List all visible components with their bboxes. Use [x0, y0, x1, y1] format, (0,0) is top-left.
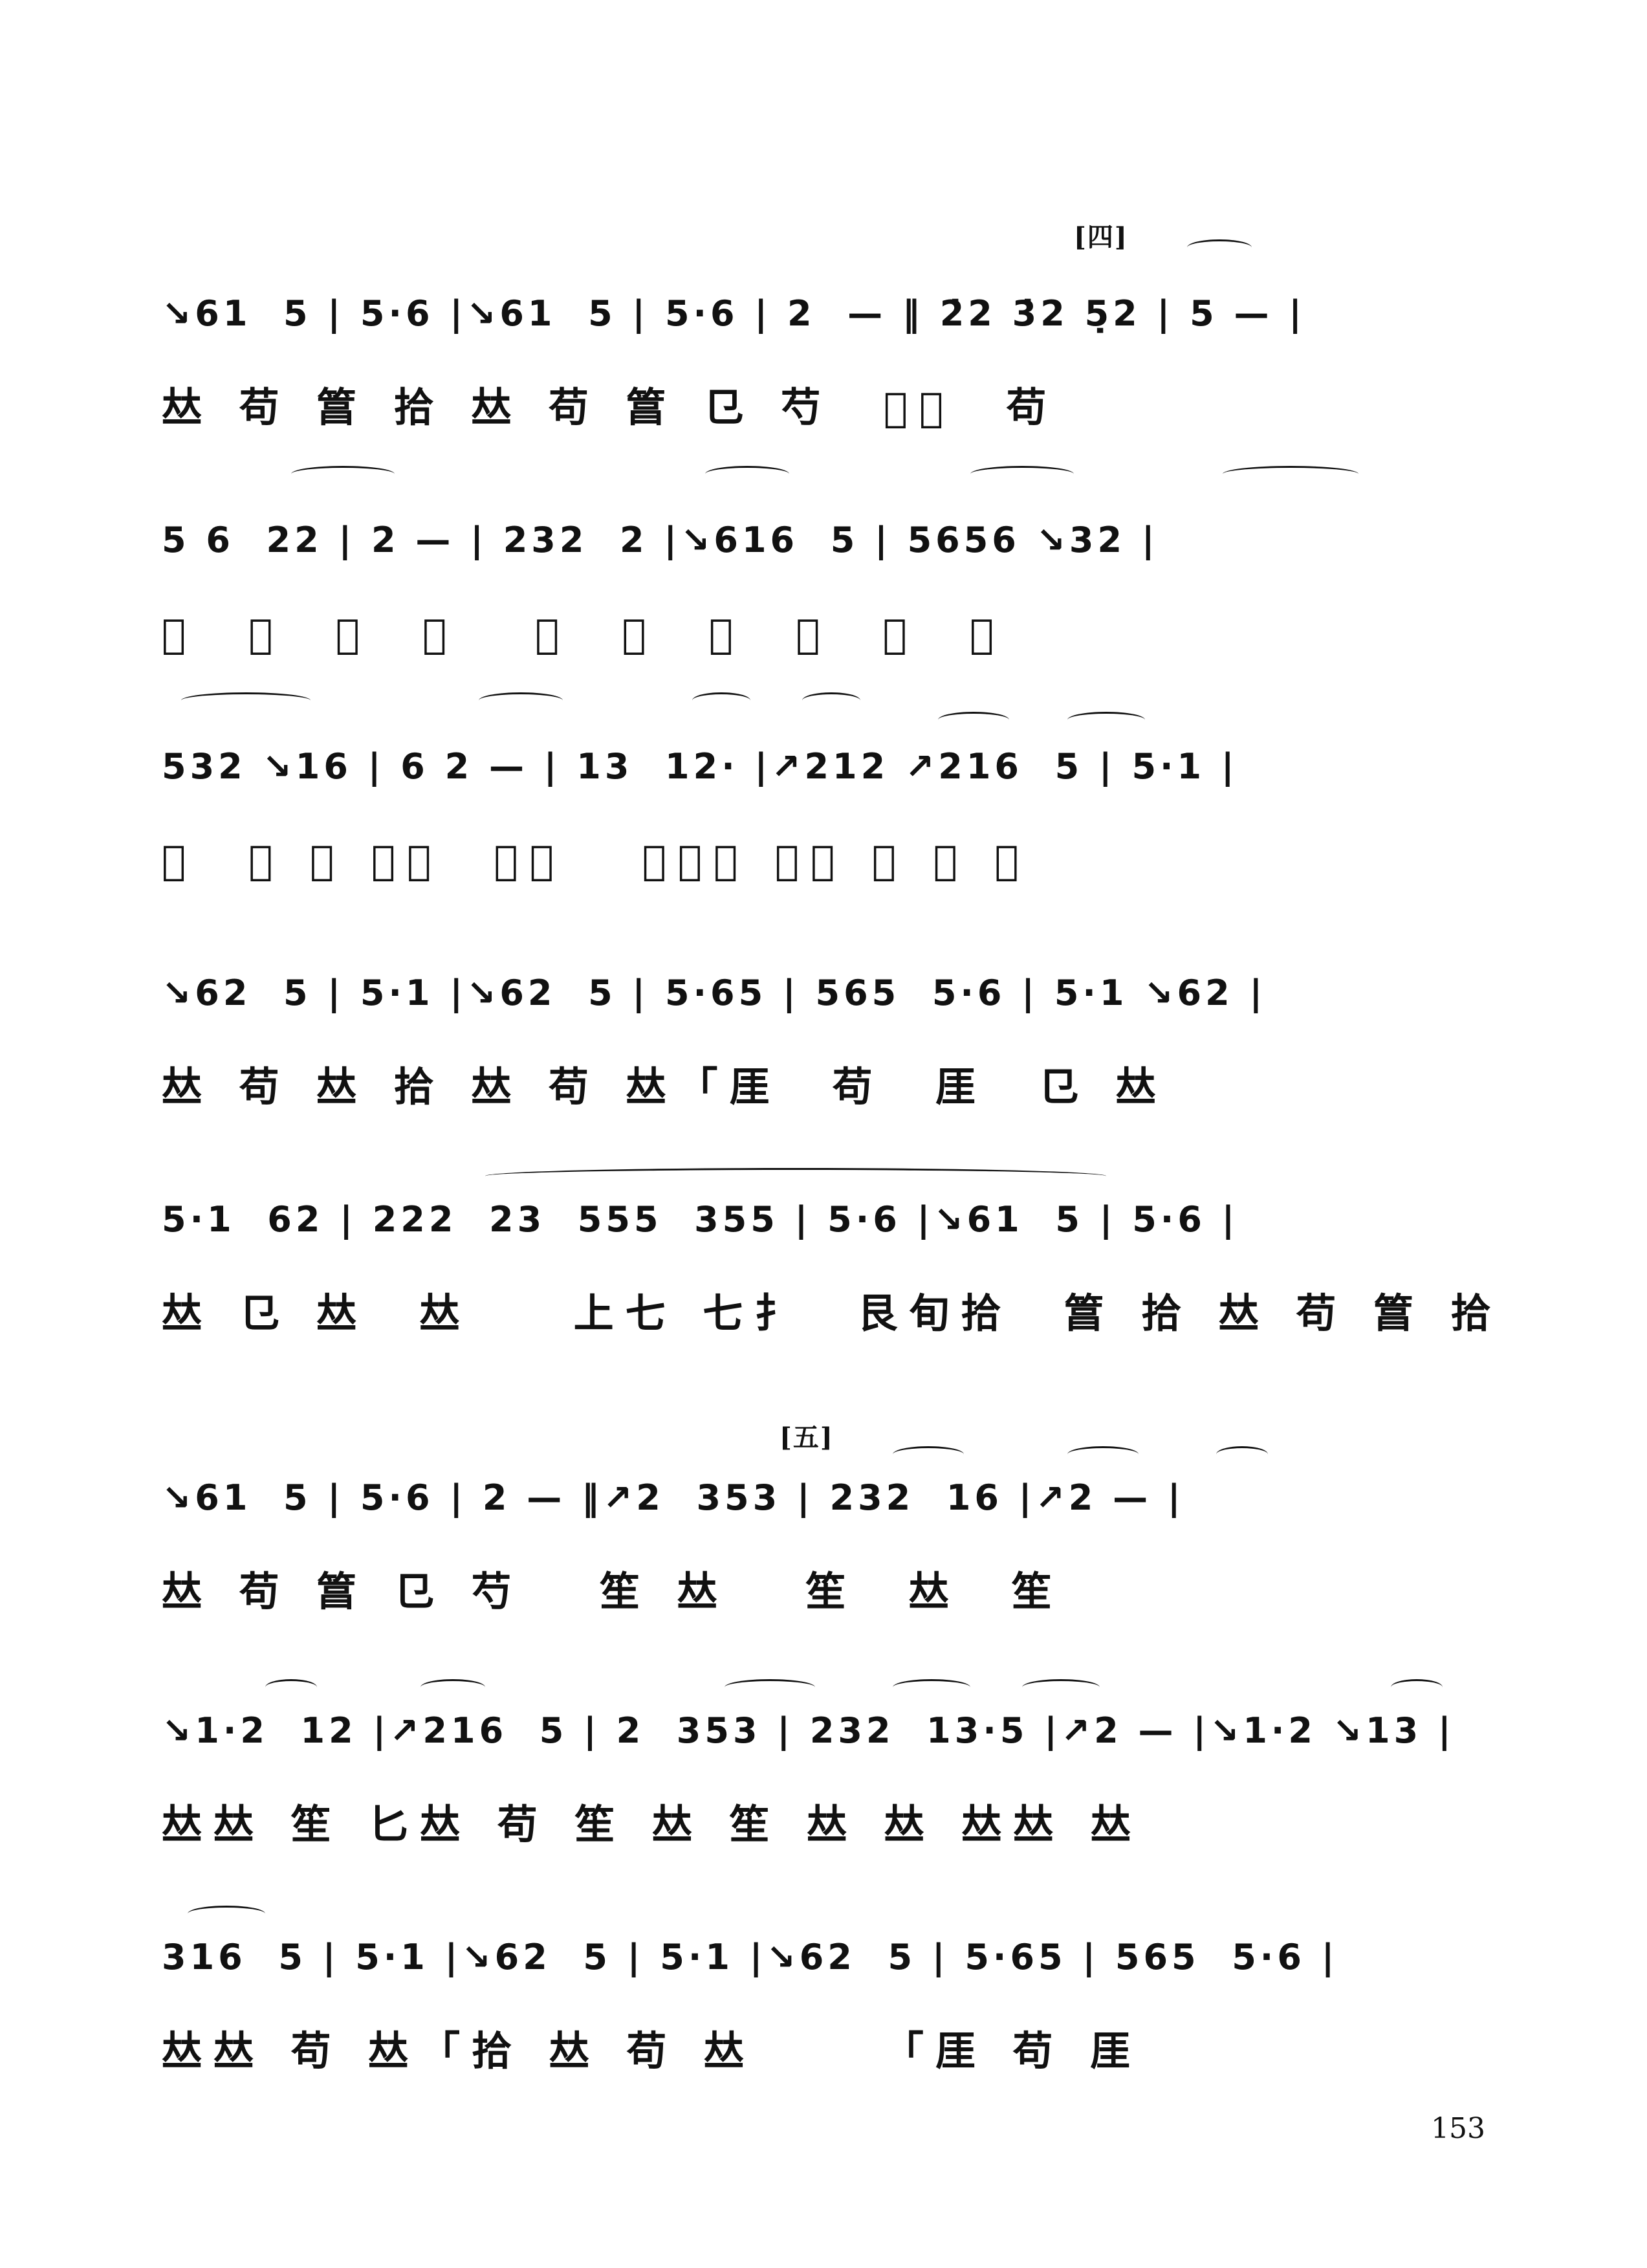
slur — [1187, 239, 1252, 256]
slur — [725, 1679, 815, 1695]
jianzi-tablature-line: 𪛉 𪛉 㔾 芍 𪛉 𪛉 𪛉 𪛉 𪛉 𠀤 — [162, 610, 1006, 657]
slur — [420, 1679, 485, 1695]
jianzi-tablature-line: 𠀤 苟 䈞 拾 𠀤 苟 䈞 㔾 芍 𪛉𪛉 苟 — [162, 384, 1058, 431]
score-system-5 — [162, 1145, 1503, 1339]
slur — [893, 1679, 970, 1695]
slur — [970, 466, 1074, 482]
slur — [1022, 1679, 1100, 1695]
jianzi-tablature-line: 𠀤 㔾 𠀤 𠀤 上七 七扌 艮旬拾 䈞 拾 𠀤 苟 䈞 拾 — [162, 1290, 1503, 1337]
jianpu-notation-line: 532 ↘16 | 6 2 — | 13 12· |↗212 ↗216 5 | 5·1 | — [162, 746, 1238, 787]
jianpu-notation-line: ↘61 5 | 5·6 | 2 — ‖↗2 353 | 232 16 |↗2 — | — [162, 1477, 1184, 1518]
slur — [1067, 712, 1145, 728]
slur — [291, 466, 395, 482]
jianpu-notation-line: ↘1·2 12 |↗216 5 | 2 353 | 232 13·5 |↗2 — |↘1·2 ↘13 | — [162, 1710, 1455, 1751]
slur — [265, 1679, 317, 1695]
section-marker-five: [五] — [780, 1422, 834, 1453]
slur — [802, 692, 860, 709]
score-system-4 — [162, 919, 1488, 1113]
section-marker-four: [四] — [1074, 222, 1128, 252]
slur — [1391, 1679, 1443, 1695]
slur — [1067, 1446, 1139, 1462]
page-number: 153 — [1431, 2112, 1485, 2145]
jianzi-tablature-line: 𠀤𠀤 苟 𠀤「拾 𠀤 苟 𠀤 「厓 苟 厓 — [162, 2027, 1142, 2075]
slur — [893, 1446, 964, 1462]
slur — [1223, 466, 1358, 482]
slur — [485, 1168, 1106, 1184]
slur — [938, 712, 1009, 728]
slur — [692, 692, 750, 709]
jianpu-notation-line: ↘61 5 | 5·6 |↘61 5 | 5·6 | 2 — ‖ 2̇2 3̇2 5̣2 | 5 — | — [162, 293, 1305, 334]
jianpu-notation-line: 5 6 22 | 2 — | 232 2 |↘616 5 | 5656 ↘32 | — [162, 520, 1159, 560]
jianzi-tablature-line: 𪛉 𠀤 𪛉 上七 𪛉弁 杏艮旬 匕𠀤 苟 𠀤 拾 — [162, 837, 1031, 884]
jianzi-tablature-line: 𠀤 苟 𠀤 拾 𠀤 苟 𠀤「厓 苟 厓 㔾 𠀤 — [162, 1063, 1168, 1110]
score-system-8 — [162, 1883, 1488, 2077]
slur — [181, 692, 311, 709]
jianpu-notation-line: ↘62 5 | 5·1 |↘62 5 | 5·65 | 565 5·6 | 5·1 ↘62 | — [162, 973, 1267, 1013]
score-system-3 — [162, 692, 1488, 886]
score-system-2 — [162, 466, 1488, 660]
jianpu-notation-line: 5·1 62 | 222 23 555 355 | 5·6 |↘61 5 | 5·6 | — [162, 1199, 1239, 1240]
slur — [1216, 1446, 1268, 1462]
slur — [479, 692, 563, 709]
score-system-7 — [162, 1657, 1488, 1851]
score-system-1 — [162, 222, 1488, 434]
jianzi-tablature-line: 𠀤 苟 䈞 㔾 芍 笙 𠀤 笙 𠀤 笙 — [162, 1568, 1063, 1615]
jianpu-notation-line: 316 5 | 5·1 |↘62 5 | 5·1 |↘62 5 | 5·65 | 565 5·6 | — [162, 1937, 1338, 1977]
jianzi-tablature-line: 𠀤𠀤 笙 匕𠀤 苟 笙 𠀤 笙 𠀤 𠀤 𠀤𠀤 𠀤 — [162, 1801, 1142, 1848]
slur — [705, 466, 789, 482]
score-system-6 — [162, 1424, 1488, 1618]
slur — [188, 1906, 265, 1922]
